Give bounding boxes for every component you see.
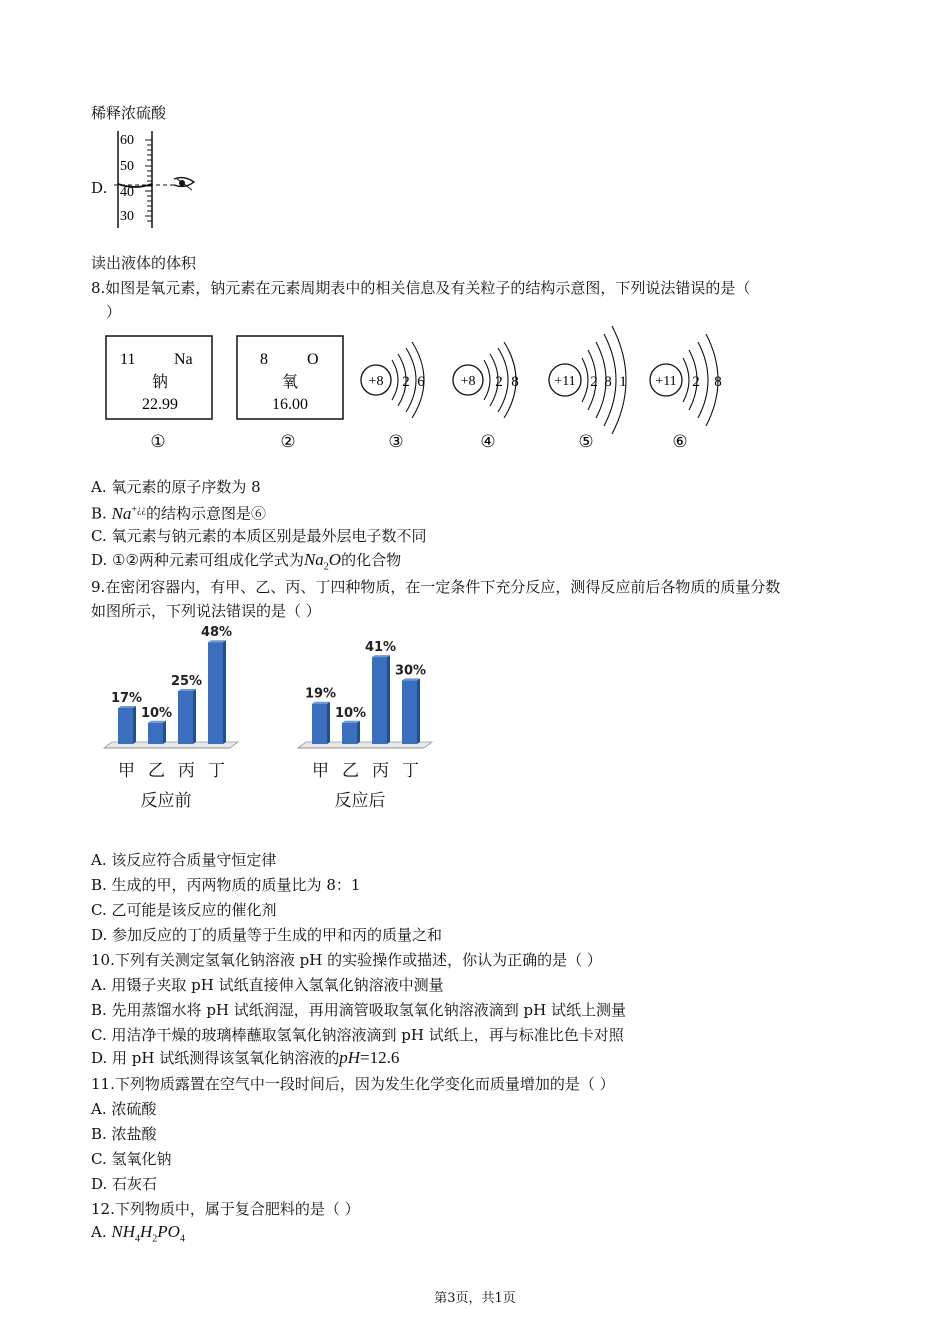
category-label: 丁	[208, 761, 225, 781]
bar-丙	[372, 657, 387, 744]
page-footer: 第3页，共1页	[434, 1291, 516, 1306]
q11-option-b[interactable]: B. 浓盐酸	[91, 1125, 157, 1143]
cylinder-tick-40: 40	[120, 185, 134, 200]
q10-stem: 10.下列有关测定氢氧化钠溶液 pH 的实验操作或描述，你认为正确的是（ ）	[91, 951, 602, 969]
ph-value: =12.6	[360, 1048, 400, 1067]
particle-diagram-5	[549, 326, 627, 434]
q7-option-d-caption: 读出液体的体积	[91, 254, 197, 272]
label-circle-3: ③	[388, 432, 404, 451]
bar-丁	[208, 642, 223, 744]
formula-part: PO	[157, 1222, 180, 1241]
bar-乙	[342, 723, 357, 744]
sodium-ion-formula	[112, 504, 146, 523]
bar-top-乙	[342, 721, 360, 723]
cylinder-tick-50: 50	[120, 159, 134, 174]
na2o-formula	[303, 550, 342, 573]
nucleus-charge: +8	[460, 374, 476, 389]
bar-top-丁	[402, 678, 420, 680]
q11-option-a[interactable]: A. 浓硫酸	[91, 1100, 157, 1118]
option-d-suffix: 的化合物	[341, 551, 402, 569]
electron-count: 8	[604, 374, 612, 390]
option-b-prefix: B.	[91, 504, 112, 523]
bar-side-丙	[387, 655, 390, 744]
q11-option-d[interactable]: D. 石灰石	[91, 1175, 158, 1193]
card-atomic-number: 11	[120, 351, 136, 368]
bar-data-label: 10%	[140, 705, 173, 721]
bar-side-乙	[357, 721, 360, 744]
q7-option-c-tail: 稀释浓硫酸	[91, 104, 167, 122]
bar-chart-svg	[294, 620, 434, 820]
formula-part-a: Na	[303, 550, 324, 569]
q10-option-d[interactable]	[91, 1048, 399, 1068]
bar-top-丙	[372, 655, 390, 657]
q11-option-c[interactable]: C. 氢氧化钠	[91, 1150, 172, 1168]
bar-乙	[148, 723, 163, 744]
formula-part: H	[140, 1222, 153, 1241]
q10-option-c[interactable]: C. 用洁净干燥的玻璃棒蘸取氢氧化钠溶液滴到 pH 试纸上，再与标准比色卡对照	[91, 1026, 624, 1044]
bar-甲	[312, 704, 327, 744]
bar-top-乙	[148, 721, 166, 723]
q9-option-a[interactable]: A. 该反应符合质量守恒定律	[91, 851, 277, 869]
card-atomic-mass: 22.99	[142, 396, 178, 413]
category-label: 丙	[178, 761, 195, 781]
formula-text: Na	[111, 503, 132, 523]
bar-data-label: 30%	[394, 663, 427, 679]
q8-figure	[100, 322, 740, 457]
nh4h2po4-formula	[111, 1222, 185, 1245]
label-circle-6: ⑥	[672, 432, 688, 451]
q7-option-d-label[interactable]: D.	[91, 179, 108, 197]
nucleus-charge: +11	[554, 374, 576, 389]
formula-superscript: +¿¿	[131, 504, 146, 515]
element-card-sodium	[106, 336, 212, 419]
bar-丙	[178, 691, 193, 744]
particle-diagram-6	[650, 334, 722, 426]
bar-side-甲	[133, 706, 136, 744]
bar-data-label: 48%	[200, 625, 233, 641]
chart-title: 反应前	[140, 791, 192, 811]
electron-count: 8	[714, 374, 722, 390]
category-label: 乙	[342, 761, 359, 781]
formula-subscript: 4	[179, 1233, 185, 1245]
electron-count: 8	[511, 374, 519, 390]
formula-part: NH	[111, 1222, 135, 1241]
q8-option-d[interactable]	[91, 550, 401, 577]
formula-subscript: 4	[135, 1233, 140, 1245]
bar-甲	[118, 708, 133, 744]
cylinder-tick-60: 60	[120, 133, 134, 148]
q8-stem-line2: ）	[106, 303, 122, 321]
option-b-suffix: 的结构示意图是⑥	[145, 504, 266, 523]
q10-option-a[interactable]: A. 用镊子夹取 pH 试纸直接伸入氢氧化钠溶液中测量	[91, 976, 444, 994]
card-atomic-mass: 16.00	[272, 396, 308, 413]
q10-option-b[interactable]: B. 先用蒸馏水将 pH 试纸润湿，再用滴管吸取氢氧化钠溶液滴到 pH 试纸上测量	[91, 1001, 627, 1019]
bar-丁	[402, 680, 417, 744]
q8-option-a[interactable]: A. 氧元素的原子序数为 8	[91, 478, 261, 496]
electron-count: 2	[495, 374, 503, 390]
bar-top-甲	[312, 702, 330, 704]
bar-data-label: 25%	[170, 674, 203, 689]
bar-side-乙	[163, 721, 166, 744]
bar-chart-before	[100, 620, 240, 820]
element-card-oxygen	[237, 336, 343, 419]
electron-count: 6	[417, 374, 425, 390]
category-label: 丙	[372, 761, 389, 781]
formula-part-b: O	[328, 550, 342, 569]
label-circle-5: ⑤	[578, 432, 594, 451]
category-label: 乙	[148, 761, 165, 781]
bar-data-label: 41%	[364, 640, 397, 656]
electron-count: 1	[619, 374, 627, 390]
q8-option-b[interactable]	[91, 500, 266, 524]
eye-icon	[174, 178, 194, 190]
bar-side-丙	[193, 689, 196, 744]
bar-chart-after	[294, 620, 434, 820]
bar-side-丁	[223, 640, 226, 744]
category-label: 丁	[402, 761, 419, 781]
q8-stem-line1: 8.如图是氧元素，钠元素在元素周期表中的相关信息及有关粒子的结构示意图，下列说法错误的是（	[91, 279, 751, 297]
q9-option-b[interactable]: B. 生成的甲，丙两物质的质量比为 8：1	[91, 876, 361, 894]
bar-top-丁	[208, 640, 226, 642]
nucleus-charge: +11	[655, 374, 677, 389]
particle-diagram-3	[361, 342, 425, 418]
formula-subscript: 2	[323, 561, 329, 573]
electron-count: 2	[402, 374, 410, 390]
electron-count: 2	[590, 374, 598, 390]
bar-chart-svg	[100, 620, 240, 820]
card-element-name: 钠	[151, 374, 169, 391]
ph-symbol: pH	[339, 1048, 361, 1067]
option-d-prefix: D. ①②两种元素可组成化学式为	[91, 551, 304, 569]
card-element-name: 氧	[281, 374, 299, 391]
label-circle-1: ①	[150, 432, 166, 451]
card-atomic-number: 8	[260, 351, 268, 368]
q12-option-a[interactable]	[91, 1222, 185, 1249]
nucleus-charge: +8	[368, 374, 384, 389]
bar-side-甲	[327, 702, 330, 744]
q8-option-c[interactable]: C. 氧元素与钠元素的本质区别是最外层电子数不同	[91, 527, 427, 545]
q9-option-c[interactable]: C. 乙可能是该反应的催化剂	[91, 901, 277, 919]
bar-side-丁	[417, 678, 420, 744]
option-a-prefix: A.	[91, 1223, 112, 1241]
bar-data-label: 17%	[110, 690, 143, 706]
formula-subscript: 2	[152, 1233, 158, 1245]
q9-stem-line1: 9.在密闭容器内，有甲、乙、丙、丁四种物质，在一定条件下充分反应，测得反应前后各物质的质量分数	[91, 578, 781, 596]
card-symbol: O	[307, 351, 319, 368]
particle-diagram-4	[453, 342, 519, 418]
q9-option-d[interactable]: D. 参加反应的丁的质量等于生成的甲和丙的质量之和	[91, 926, 443, 944]
category-label: 甲	[118, 761, 135, 781]
card-symbol: Na	[174, 351, 193, 368]
label-circle-2: ②	[280, 432, 296, 451]
bar-top-丙	[178, 689, 196, 691]
category-label: 甲	[312, 761, 329, 781]
q9-stem-line2: 如图所示，下列说法错误的是（ ）	[91, 602, 321, 620]
chart-title: 反应后	[334, 791, 386, 811]
bar-top-甲	[118, 706, 136, 708]
bar-data-label: 10%	[334, 705, 367, 721]
q12-stem: 12.下列物质中，属于复合肥料的是（ ）	[91, 1200, 360, 1218]
cylinder-tick-30: 30	[120, 209, 134, 224]
bar-data-label: 19%	[304, 686, 337, 702]
electron-count: 2	[692, 374, 700, 390]
label-circle-4: ④	[480, 432, 496, 451]
graduated-cylinder-figure	[112, 128, 202, 230]
option-d-prefix: D. 用 pH 试纸测得该氢氧化钠溶液的	[91, 1049, 340, 1067]
q11-stem: 11.下列物质露置在空气中一段时间后，因为发生化学变化而质量增加的是（ ）	[91, 1075, 615, 1093]
